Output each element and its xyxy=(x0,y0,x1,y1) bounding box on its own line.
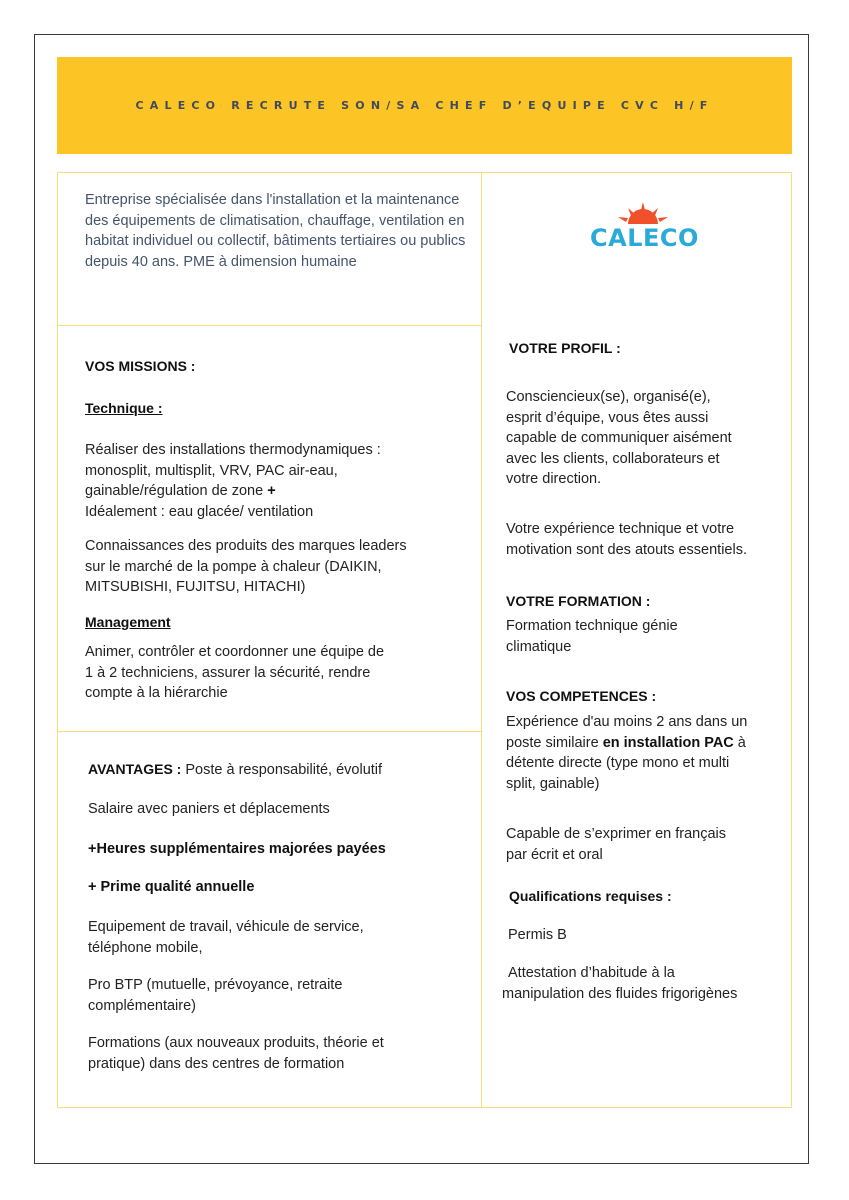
text-line: téléphone mobile, xyxy=(88,939,203,956)
text-line: Capable de s’exprimer en français xyxy=(506,826,727,842)
brands-text xyxy=(85,536,407,598)
text-line: esprit d’équipe, vous êtes aussi xyxy=(506,409,709,426)
text-line: par écrit et oral xyxy=(506,846,603,863)
text-span: gainable/régulation de zone xyxy=(85,483,264,500)
text-line: votre direction. xyxy=(506,471,602,488)
management-heading: Management xyxy=(85,614,171,630)
competences-heading: VOS COMPETENCES : xyxy=(506,688,657,704)
heures-text: +Heures supplémentaires majorées payées xyxy=(88,841,386,857)
logo-text: CALECO xyxy=(590,224,699,252)
text-line: Attestation d’habitude à la xyxy=(508,965,675,981)
attestation-text xyxy=(502,963,737,1004)
text-line: sur le marché de la pompe à chaleur (DAIKIN, xyxy=(85,558,382,575)
text-line: Animer, contrôler et coordonner une équipe de xyxy=(85,644,385,660)
text-line: pratique) dans des centres de formation xyxy=(88,1055,345,1072)
text-line xyxy=(506,733,747,754)
text-line: MITSUBISHI, FUJITSU, HITACHI) xyxy=(85,579,306,596)
text-line: Réaliser des installations thermodynamiques : xyxy=(85,442,381,458)
text-line: détente directe (type mono et multi xyxy=(506,755,730,772)
text-line: Consciencieux(se), organisé(e), xyxy=(506,389,711,405)
text-line xyxy=(85,481,381,502)
competences-text xyxy=(506,712,747,794)
avantages-first-line xyxy=(88,759,382,781)
text-line: complémentaire) xyxy=(88,997,196,1014)
text-line: split, gainable) xyxy=(506,775,600,792)
formation-text xyxy=(506,616,678,657)
text-line: Equipement de travail, véhicule de service, xyxy=(88,919,364,935)
text-line: manipulation des fluides frigorigènes xyxy=(502,985,738,1002)
formation-heading: VOTRE FORMATION : xyxy=(506,593,651,609)
experience-text xyxy=(506,519,747,560)
text-line: Expérience d'au moins 2 ans dans un xyxy=(506,714,748,730)
profil-heading: VOTRE PROFIL : xyxy=(509,340,621,356)
text-span: poste similaire xyxy=(506,734,603,751)
text-line: avec les clients, collaborateurs et xyxy=(506,450,720,467)
text-line: motivation sont des atouts essentiels. xyxy=(506,541,747,558)
qualifications-heading: Qualifications requises : xyxy=(509,888,672,904)
missions-heading: VOS MISSIONS : xyxy=(85,358,196,374)
formations-text xyxy=(88,1033,384,1074)
text-line: climatique xyxy=(506,638,572,655)
caleco-logo xyxy=(588,200,698,260)
job-title: CALECO RECRUTE SON/SA CHEF D’EQUIPE CVC H/F xyxy=(135,99,714,112)
permis-text: Permis B xyxy=(508,927,567,943)
equipement-text xyxy=(88,917,364,958)
text-span: à xyxy=(733,734,746,751)
text-line: Votre expérience technique et votre xyxy=(506,521,735,537)
plus-sign: + xyxy=(267,483,276,500)
text-line: monosplit, multisplit, VRV, PAC air-eau, xyxy=(85,462,338,479)
text-span: Poste à responsabilité, évolutif xyxy=(181,762,383,778)
text-line: Connaissances des produits des marques leaders xyxy=(85,538,407,554)
text-line: Formations (aux nouveaux produits, théorie et xyxy=(88,1035,384,1051)
text-line: capable de communiquer aisément xyxy=(506,430,732,447)
bold-span: en installation PAC xyxy=(602,734,734,751)
management-text xyxy=(85,642,384,704)
technique-text xyxy=(85,440,381,522)
title-banner xyxy=(57,57,792,154)
text-line: 1 à 2 techniciens, assurer la sécurité, rendre xyxy=(85,664,371,681)
avantages-heading: AVANTAGES : xyxy=(88,761,182,777)
francais-text xyxy=(506,824,726,865)
prime-text: + Prime qualité annuelle xyxy=(88,879,255,895)
probtp-text xyxy=(88,975,342,1016)
company-description: Entreprise spécialisée dans l'installation et la maintenance des équipements de climatisation, chauffage, ventilation en habitat individuel ou collectif, bâtiments tertiaires ou publics depuis 40 ans. PME à dimension humaine xyxy=(85,192,466,270)
text-line: Idéalement : eau glacée/ ventilation xyxy=(85,503,314,520)
text-line: Pro BTP (mutuelle, prévoyance, retraite xyxy=(88,977,343,993)
text-line: compte à la hiérarchie xyxy=(85,685,228,702)
profil-text xyxy=(506,387,732,490)
text-line: Formation technique génie xyxy=(506,618,678,634)
salaire-text: Salaire avec paniers et déplacements xyxy=(88,801,330,817)
technique-heading: Technique : xyxy=(85,400,163,416)
